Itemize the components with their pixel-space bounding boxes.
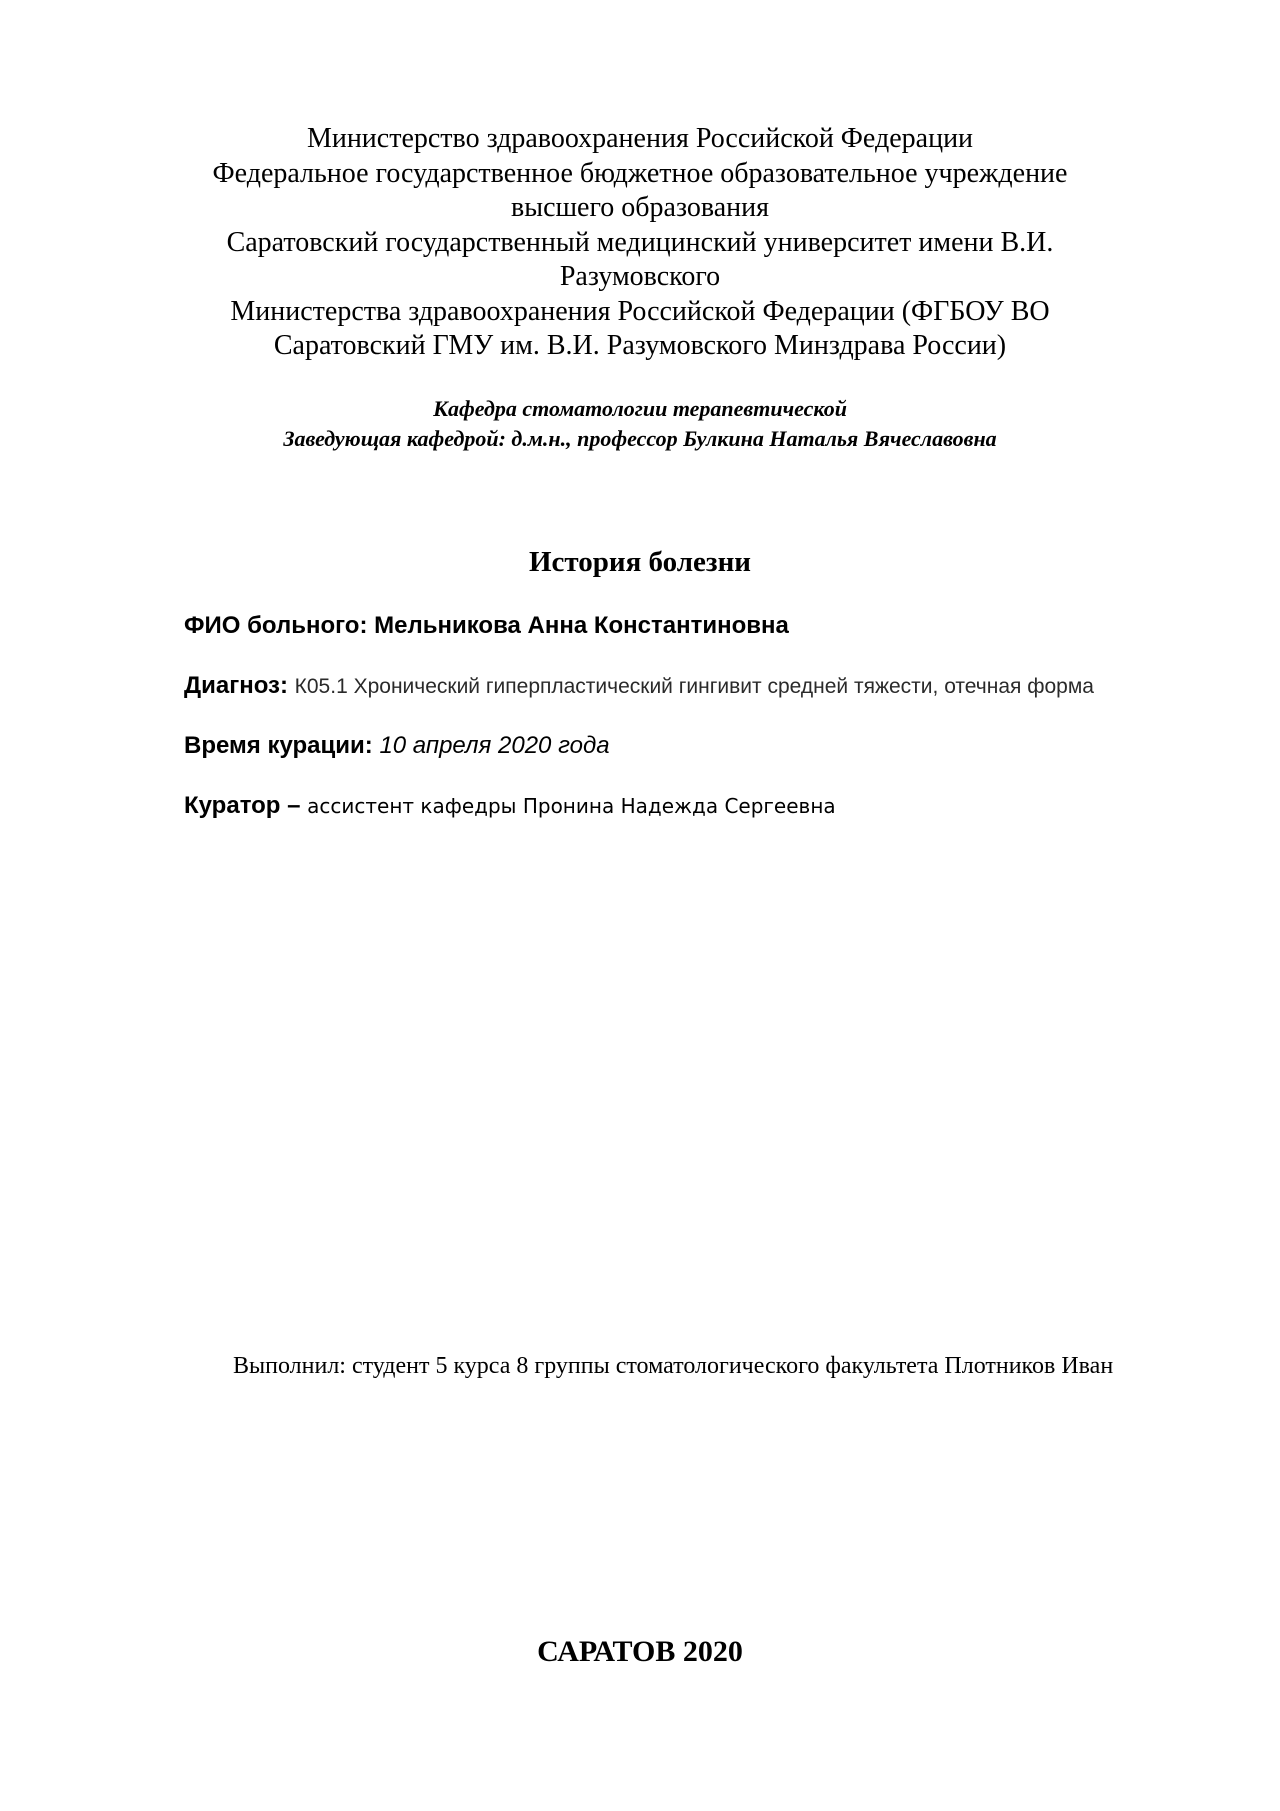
institution-header xyxy=(0,122,1280,364)
header-line-university-cont: Разумовского xyxy=(559,261,721,292)
curation-time-value: 10 апреля 2020 года xyxy=(379,732,610,759)
department-info xyxy=(0,394,1280,454)
curator-label: Куратор – xyxy=(184,792,301,819)
curation-time xyxy=(184,730,610,762)
curator xyxy=(184,790,836,822)
header-line-higher-education: высшего образования xyxy=(511,192,769,223)
header-line-federal-institution: Федеральное государственное бюджетное образовательное учреждение xyxy=(212,157,1068,189)
patient-diagnosis xyxy=(184,670,1094,703)
department-head: Заведующая кафедрой: д.м.н., профессор Булкина Наталья Вячеславовна xyxy=(283,426,997,451)
header-line-ministry-abbr-cont: Саратовский ГМУ им. В.И. Разумовского Минздрава России) xyxy=(273,330,1007,361)
document-title: История болезни xyxy=(528,546,752,578)
curator-value: ассистент кафедры Пронина Надежда Сергеевна xyxy=(307,794,836,818)
header-line-ministry: Министерство здравоохранения Российской Федерации xyxy=(306,123,974,154)
patient-fio xyxy=(184,610,789,642)
header-line-ministry-abbr: Министерства здравоохранения Российской Федерации (ФГБОУ ВО xyxy=(230,295,1050,327)
department-name: Кафедра стоматологии терапевтической xyxy=(433,396,847,421)
diagnosis-label: Диагноз: xyxy=(184,672,288,699)
diagnosis-value: К05.1 Хронический гиперпластический гингивит средней тяжести, отечная форма xyxy=(294,675,1094,698)
curation-time-label: Время курации: xyxy=(184,732,373,759)
city-year: САРАТОВ 2020 xyxy=(537,1635,743,1668)
performer-info: Выполнил: студент 5 курса 8 группы стоматологического факультета Плотников Иван xyxy=(233,1353,1114,1379)
patient-fio-value: Мельникова Анна Константиновна xyxy=(374,612,789,639)
patient-fio-label: ФИО больного: xyxy=(184,612,368,639)
header-line-university: Саратовский государственный медицинский университет имени В.И. xyxy=(226,226,1054,258)
